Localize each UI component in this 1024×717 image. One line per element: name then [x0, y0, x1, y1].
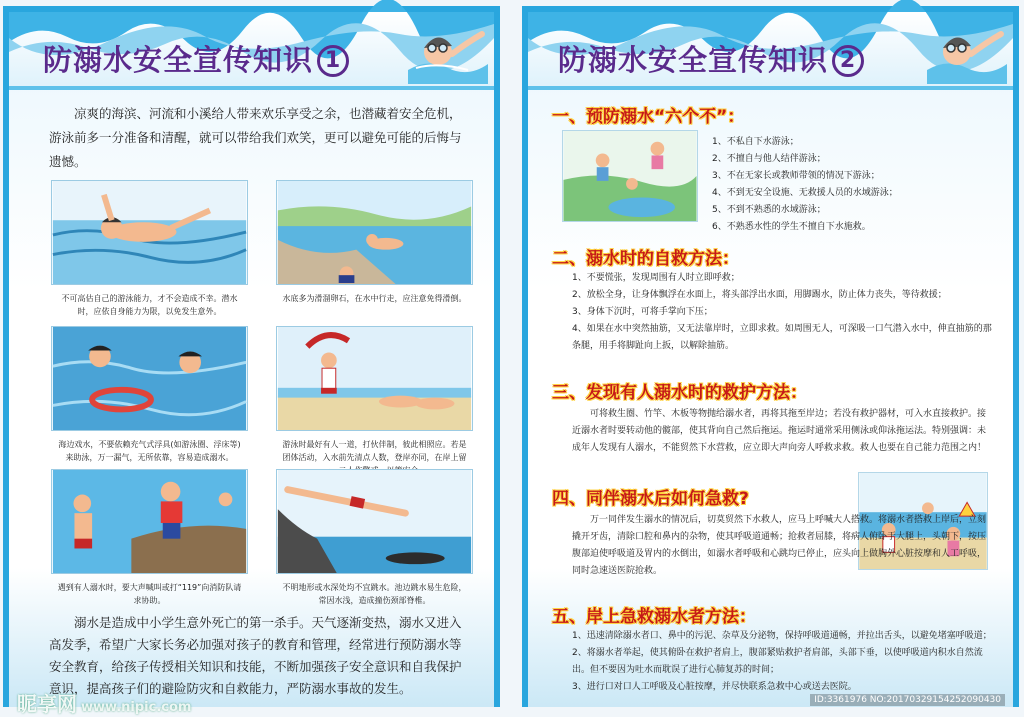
list-item: 2、将溺水者举起，使其俯卧在救护者肩上，腹部紧贴救护者肩部，头部下垂，以使呼吸道内积水自然流出。但不要因为吐水而耽误了进行心肺复苏的时间； — [572, 648, 983, 675]
diving-illustration — [276, 469, 473, 574]
outro-text: 溺水是造成中小学生意外死亡的第一杀手。天气逐渐变热，溺水又进入高发季，希望广大家长务必加强对孩子的教育和管理，经常进行预防溺水等安全教育，给孩子传授相关知识和技能，不断加强孩子安全意识和自我保护意识，提高孩子们的避险防灾和自救能力，严防溺水事故的发生。 — [49, 615, 462, 696]
tip-card — [276, 180, 473, 305]
tip-card — [276, 469, 473, 607]
list-item: 1、不私自下水游泳； — [712, 137, 799, 147]
tip-card — [51, 180, 248, 318]
tip-caption: 遇到有人溺水时，要大声喊叫或打“119”向消防队请求协助。 — [57, 583, 242, 605]
poster-right — [522, 6, 1019, 707]
rule-list — [712, 134, 898, 236]
list-item: 6、不熟悉水性的学生不擅自下水施救。 — [712, 222, 871, 232]
list-item: 4、不到无安全设施、无救援人员的水域游泳； — [712, 188, 898, 198]
tip-caption: 游泳时最好有人一道，打伙伴制，彼此相照应。若是团体活动，入水前先清点人数，登岸亦同，在岸上留 — [282, 440, 467, 462]
beach-buddy-illustration — [276, 326, 473, 431]
tip-card — [276, 326, 473, 477]
first-aid-text: 万一同伴发生溺水的情况后，切莫贸然下水救人，应马上呼喊大人搭救。将溺水者搭救上岸后，立刻撬开牙齿，清除口腔和鼻内的杂物，使其呼吸道通畅；抢救者屈膝，将病人俯卧于大腿上，头朝下，按压腹部迫使呼吸道及胃内的水倒出，如溺水者呼吸和心跳均已停止，应头向上做胸外心脏按摩和人工呼吸，同时急速送医院抢救。 — [572, 515, 987, 576]
section-heading: 二、溺水时的自救方法： — [552, 249, 739, 269]
tip-caption: 海边戏水，不要依赖充气式浮具(如游泳圈、浮床等)来助泳，万一漏气，无所依靠，容易造成溺水。 — [58, 440, 241, 462]
drowning-swimmer-illustration — [51, 180, 248, 285]
section-heading: 五、岸上急救溺水者方法： — [552, 607, 756, 627]
section-heading: 四、同伴溺水后如何急救? — [552, 489, 749, 509]
tip-caption: 水底多为滑溜卵石，在水中行走，应注意免得滑倒。 — [282, 294, 467, 303]
section-heading: 三、发现有人溺水时的救护方法： — [552, 383, 807, 403]
list-item: 5、不到不熟悉的水域游泳； — [712, 205, 826, 215]
children-by-water-illustration — [562, 130, 698, 222]
list-item: 2、不擅自与他人结伴游泳； — [712, 154, 826, 164]
list-item: 1、不要慌张，发现周围有人时立即呼救； — [572, 273, 740, 283]
title-number: 2 — [832, 45, 864, 77]
title-number: 1 — [317, 45, 349, 77]
list-item: 1、迅速清除溺水者口、鼻中的污泥、杂草及分泌物，保持呼吸道通畅，并拉出舌头，以避免堵塞呼吸道； — [572, 631, 992, 641]
poster-header — [9, 12, 494, 90]
tip-caption: 不可高估自己的游泳能力，才不会造成不幸。潜水时，应依自身能力为限，以免发生意外。 — [61, 294, 238, 316]
poster-left — [3, 6, 500, 716]
tip-card — [51, 326, 248, 464]
poster-header — [528, 12, 1013, 90]
list-item: 4、如果在水中突然抽筋，又无法靠岸时，立即求救。如周围无人，可深吸一口气潜入水中，伸直抽筋的那条腿，用手将脚趾向上扳，以解除抽筋。 — [572, 324, 992, 351]
tip-card — [51, 469, 248, 607]
river-walking-illustration — [276, 180, 473, 285]
image-id-tag: ID:3361976 NO:20170329154252090430 — [810, 694, 1005, 706]
list-item: 3、身体下沉时，可将手掌向下压； — [572, 307, 713, 317]
call-for-help-illustration — [51, 469, 248, 574]
intro-text: 凉爽的海滨、河流和小溪给人带来欢乐享受之余，也潜藏着安全危机，游泳前多一分准备和清醒，就可以带给我们欢笑，更可以避免可能的后悔与遗憾。 — [49, 106, 462, 169]
list-item: 3、不在无家长或教师带领的情况下游泳； — [712, 171, 880, 181]
section-heading: 一、预防溺水“六个不”： — [552, 107, 745, 127]
page-title: 防溺水安全宣传知识 1 — [43, 38, 349, 79]
tip-caption: 不明地形或水深处均不宜跳水。池边跳水易生危险，常因水浅，造成撞伤颈部脊椎。 — [282, 583, 467, 605]
swimmer-icon — [927, 24, 1007, 84]
list-item: 2、放松全身，让身体飘浮在水面上，将头部浮出水面，用脚踢水，防止体力丧失，等待救援； — [572, 290, 947, 300]
swimmer-icon — [408, 24, 488, 84]
shore-aid-list — [572, 628, 992, 696]
self-rescue-list — [572, 270, 992, 355]
rescue-method-text: 可将救生圈、竹竿、木板等物抛给溺水者，再将其拖至岸边；若没有救护器材，可入水直接救护。接近溺水者时要转动他的髋部，使其背向自己然后拖运。拖运时通常采用侧泳或仰泳拖运法。特别强调：未成年人发现有人溺水，不能贸然下水营救，应立即大声向旁人呼救求救。救人也要在自己能力范围之内！ — [572, 409, 987, 453]
watermark-logo: 昵享网 www.nipic.com — [17, 692, 192, 716]
swim-ring-illustration — [51, 326, 248, 431]
page-title: 防溺水安全宣传知识 2 — [558, 38, 864, 79]
list-item: 3、进行口对口人工呼吸及心脏按摩，并尽快联系急救中心或送去医院。 — [572, 682, 857, 692]
